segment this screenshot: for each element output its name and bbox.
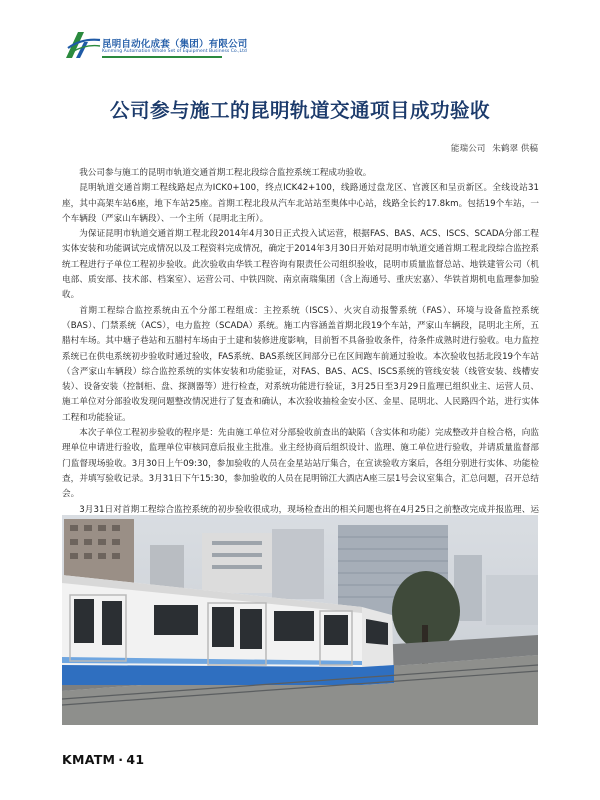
page-number: 41 — [126, 752, 145, 767]
metro-train-illustration — [62, 515, 538, 725]
company-logo — [62, 30, 248, 70]
article-paragraph: 我公司参与施工的昆明市轨道交通首期工程北段综合监控系统工程成功验收。 — [79, 168, 372, 178]
company-name-cn: 昆明自动化成套（集团）有限公司 — [102, 39, 248, 50]
journal-name: KMATM — [62, 752, 116, 767]
article-title: 公司参与施工的昆明轨道交通项目成功验收 — [109, 99, 490, 122]
byline-author: 朱鹤翠 供稿 — [492, 144, 538, 154]
article-paragraph: 为保证昆明市轨道交通首期工程北段2014年4月30日正式投入试运营，根据FAS、BAS、ACS、ISCS、SCADA分部工程实体安装和功能调试完成情况以及工程资料完成情况，确定于2014年3月30日开始对昆明市轨道交通首期工程北段综合监控系统工程进行子单位工程初步验收。此次验收由华铁工程咨询有限责任公司组织验收，昆明市质量监督总站、地铁建管公司（机电部、质安部、技术部、档案室）、运营公司、中铁四院、南京南瑞集团（含上海通号、重庆宏嘉）、华铁首期机电监理参加验收。 — [62, 229, 539, 301]
page-footer — [62, 752, 144, 767]
article-paragraph: 3月31日对首期工程综合监控系统的初步验收很成功，现场检查出的相关问题也将在4月25日之前整改完成并报监理、运 — [79, 504, 539, 515]
article-body — [62, 166, 539, 533]
byline-organization: 能瑞公司 — [450, 144, 486, 154]
article-paragraph: 昆明轨道交通首期工程线路起点为ICK0+100，终点ICK42+100，线路通过盘龙区、官渡区和呈贡新区。全线设站31座，其中高架车站6座，地下车站25座。首期工程北段从汽车北站站至奥体中心站，线路全长约17.8km。包括19个车站，一个车辆段（严家山车辆段）、一个主所（昆明北主所）。 — [62, 183, 539, 224]
article-paragraph: 首期工程综合监控系统由五个分部工程组成：主控系统（ISCS）、火灾自动报警系统（FAS）、环境与设备监控系统（BAS）、门禁系统（ACS），电力监控（SCADA）系统。施工内容涵盖首期北段19个车站，严家山车辆段，昆明北主所，五腊村车场。其中塘子巷站和五腊村车场由于土建和装修进度影响，目前暂不具备验收条件，待条件成熟时进行验收。电力监控系统已在供电系统初步验收时通过验收，FAS系统、BAS系统区间部分已在区间跑车前通过验收。本次验收包括北段19个车站（含严家山车辆段）综合监控系统的实体安装和功能验证，对FAS、BAS、ACS、ISCS系统的管线安装（线管安装、线槽安装）、设备安装（控制柜、盘、探测器等）进行检查，对系统功能进行验证，3月25日至3月29日监理已组织业主、运营人员、施工单位对分部验收发现问题整改情况进行了复查和确认，本次验收抽检金安小区、金星、昆明北、人民路四个站，进行实体工程和功能验证。 — [62, 305, 539, 423]
article-paragraph: 本次子单位工程初步验收的程序是：先由施工单位对分部验收前查出的缺陷（含实体和功能）完成整改并自检合格，向监理单位申请进行验收，监理单位审核同意后报业主批准。业主经协商后组织设计、监理、施工单位进行验收，并请质量监督部门监督现场验收。3月30日上午09:30，参加验收的人员在金星站站厅集合，在宣读验收方案后，各组分别进行实体、功能检查，并填写验收记录。3月31日下午15:30，参加验收的人员在昆明锦江大酒店A座三层1号会议室集合，汇总问题，召开总结会。 — [62, 428, 539, 500]
article-byline — [451, 142, 538, 154]
company-logo-icon — [62, 30, 102, 60]
metro-train-photo — [62, 515, 538, 725]
company-name-en: Kunming Automation Whole Set of Equipment Business Co.,Ltd — [102, 49, 247, 54]
logo-divider — [102, 56, 222, 58]
footer-separator: · — [118, 752, 124, 767]
